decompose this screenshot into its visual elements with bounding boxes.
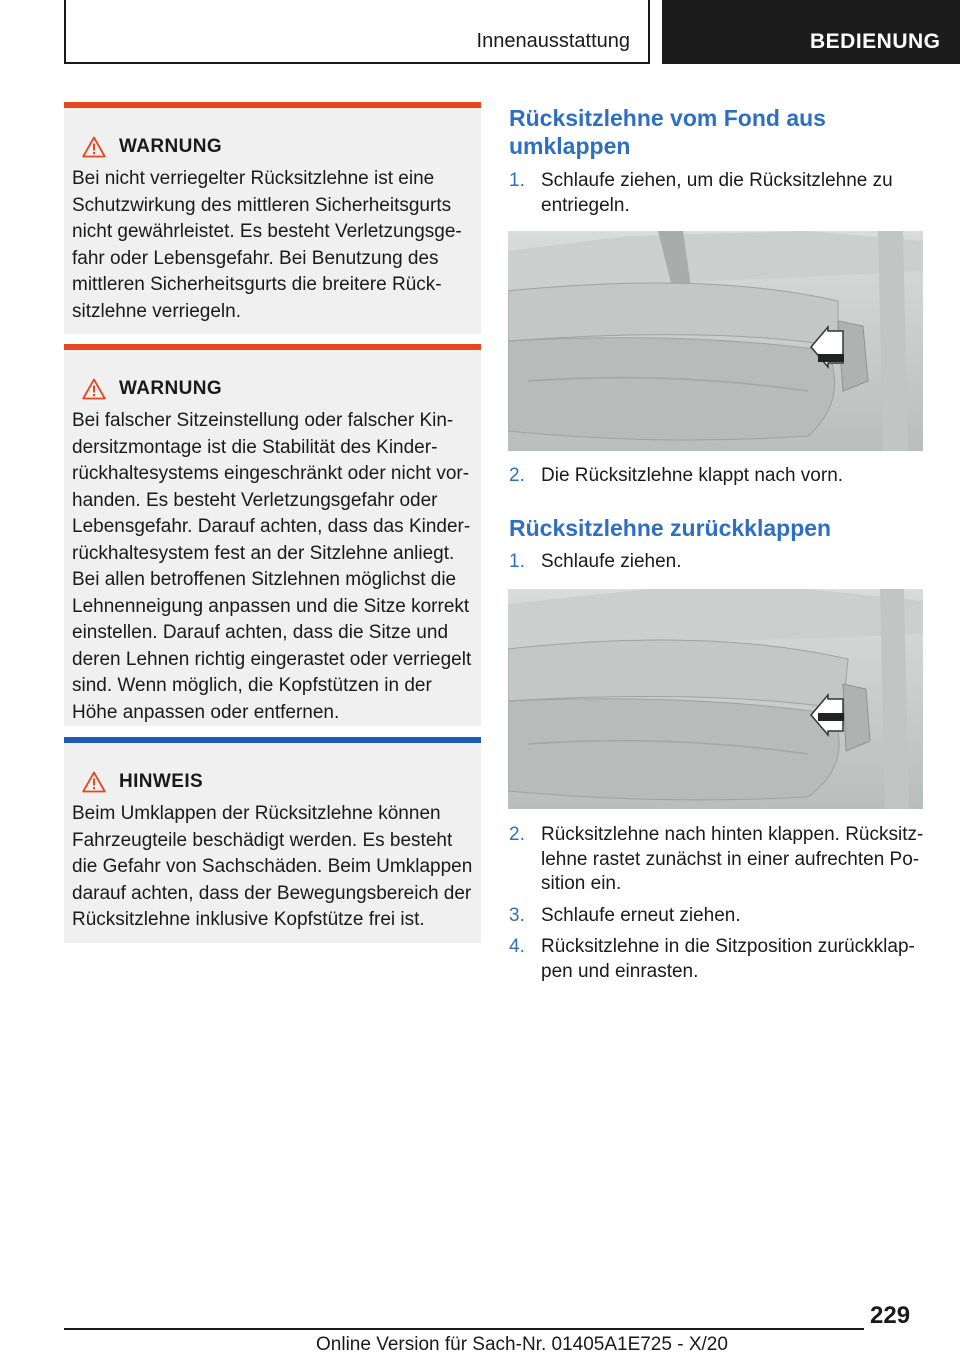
section-fold-continued [509, 464, 925, 489]
step-number: 2. [509, 465, 525, 486]
list-item [509, 169, 925, 218]
warning-title: WARNUNG [119, 378, 223, 399]
warning-text: Bei falscher Sitzeinstellung oder falscher Kindersitzmontage ist die Stabilität des Kinderrückhaltesystems eingeschränkt oder nicht vorhanden. Es besteht Verletzungsgefahr oder Lebensgefahr. Darauf achten, dass das Kinderrückhaltesystem fest an der Sitzlehne anliegt. Bei allen betroffenen Sitzlehnen möglichst die Lehnenneigung anpassen und die Sitze korrekt einstellen. Darauf achten, dass die Sitze und deren Lehnen richtig eingerastet oder verriegelt sind. Wenn möglich, die Kopfstützen in der Höhe anpassen oder entfernen. [72, 410, 472, 723]
step-text: Schlaufe ziehen. [541, 551, 682, 572]
step-text: Schlaufe ziehen, um die Rücksitzlehne zu entriegeln. [541, 170, 893, 216]
section-fold-back-continued [509, 823, 925, 984]
step-text: Rücksitzlehne nach hinten klappen. Rücksitzlehne rastet zunächst in einer aufrechten Position ein. [541, 824, 924, 894]
header-chapter-tab: BEDIENUNG [662, 0, 960, 64]
header-section-box [64, 0, 650, 64]
list-item [509, 550, 925, 575]
warning-box-1 [64, 102, 481, 334]
step-number: 1. [509, 170, 525, 191]
step-number: 2. [509, 824, 525, 845]
section-heading: Rücksitzlehne zurückklappen [509, 515, 832, 541]
warning-triangle-icon [72, 771, 116, 793]
step-number: 1. [509, 551, 525, 572]
warning-triangle-icon [72, 136, 116, 158]
header-section-title: Innenausstattung [476, 30, 630, 52]
warning-title: WARNUNG [119, 136, 223, 157]
hint-title: HINWEIS [119, 771, 204, 792]
rear-seat-illustration [508, 231, 923, 451]
warning-text: Bei nicht verriegelter Rücksitzlehne ist eine Schutzwirkung des mittleren Sicherheitsgurts nicht gewährleistet. Es besteht Verletzungsgefahr oder Lebensgefahr. Bei Benutzung des mittleren Sicherheitsgurts die breitere Rücksitzlehne verriegeln. [72, 168, 462, 322]
list-item [509, 823, 925, 897]
section-heading: Rücksitzlehne vom Fond aus umklappen [509, 105, 826, 159]
list-item [509, 464, 925, 489]
list-item [509, 904, 925, 929]
step-text: Rücksitzlehne in die Sitzposition zurückklappen und einrasten. [541, 936, 915, 982]
section-fold [509, 104, 925, 218]
step-number: 4. [509, 936, 525, 957]
step-text: Die Rücksitzlehne klappt nach vorn. [541, 465, 844, 486]
footer-divider [64, 1328, 864, 1330]
footer-online-version: Online Version für Sach-Nr. 01405A1E725 - X/20 [316, 1334, 728, 1355]
list-item [509, 935, 925, 984]
hint-text: Beim Umklappen der Rücksitzlehne können Fahrzeugteile beschädigt werden. Es besteht die Gefahr von Sachschäden. Beim Umklappen darauf achten, dass der Bewegungsbereich der Rücksitzlehne inklusive Kopfstütze frei ist. [72, 803, 473, 930]
step-text: Schlaufe erneut ziehen. [541, 904, 741, 926]
section-fold-back [509, 514, 925, 575]
warning-triangle-icon [72, 378, 116, 400]
rear-seat-illustration [508, 589, 923, 809]
step-number: 3. [509, 904, 525, 926]
page-number: 229 [870, 1302, 911, 1329]
warning-box-2 [64, 344, 481, 726]
hint-box [64, 737, 481, 943]
